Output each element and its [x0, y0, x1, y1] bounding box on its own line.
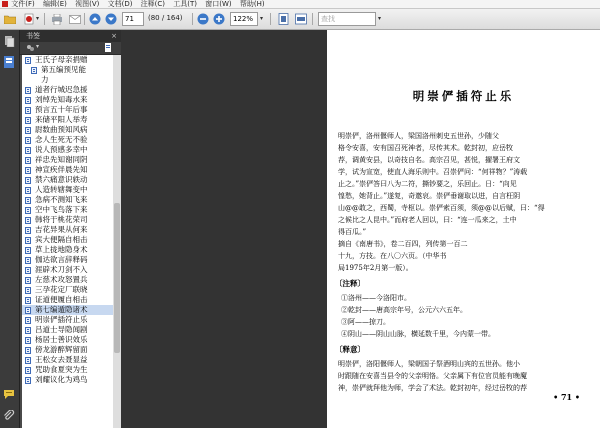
search-dropdown-icon[interactable]: ▾: [378, 15, 382, 22]
note-item: ①洛州——今洛阳市。: [341, 294, 411, 302]
bookmark-icon: [25, 267, 31, 274]
note-item: ④阴山——阴山山脉，横延数千里，今内蒙一带。: [341, 330, 495, 338]
toolbar: [0, 9, 600, 30]
close-panel-icon[interactable]: ×: [111, 32, 117, 40]
bookmark-item[interactable]: [22, 305, 113, 315]
bookmark-item[interactable]: [22, 115, 113, 125]
bookmark-label: 杨居士善识效乐: [35, 335, 88, 344]
bookmark-item[interactable]: [22, 135, 113, 145]
bookmark-icon: [25, 237, 31, 244]
text-line: 惶愁，她背止。”遂复，奇邀哀。崇俨垂谢取以进，自言枉阴: [338, 192, 521, 200]
article-body: [338, 130, 545, 238]
text-line: 明崇俨，洛阳偃师人，梁朝国子祭酒明山宾的五世孙。他小: [338, 360, 520, 368]
bookmark-label: 伽达欲言辞释码: [35, 255, 88, 264]
comments-icon[interactable]: [3, 388, 15, 400]
menu-tools[interactable]: 工具(T): [173, 0, 198, 8]
page-title: 明崇俨插符止乐: [412, 89, 515, 103]
options-dropdown-icon[interactable]: ▾: [36, 43, 40, 50]
bookmark-item[interactable]: [22, 105, 113, 115]
bookmark-icon: [25, 377, 31, 384]
text-line: 时跟随在安喜当县令的父亲明恪。父亲属下有位官员能有晚魔: [338, 372, 527, 380]
bookmark-item[interactable]: [22, 355, 113, 365]
bookmarks-title: 书签: [26, 32, 40, 40]
bookmark-item[interactable]: [22, 165, 113, 175]
zoom-dropdown-icon[interactable]: ▾: [260, 15, 264, 22]
bookmark-icon: [25, 357, 31, 364]
bookmark-label: 说人预感多幸中: [35, 145, 88, 154]
bookmark-label: 左慈术攻怒置兵: [35, 275, 88, 284]
bookmark-label: 刘绰先知毒水来: [35, 95, 88, 104]
bookmark-label: 涯辟术刀剑不入: [35, 265, 88, 274]
bookmark-label: 第七编遁隐诸术: [35, 305, 88, 314]
bookmark-icon: [25, 227, 31, 234]
bookmark-label: 三孕花定厂联晓: [35, 285, 88, 294]
bookmark-icon: [25, 57, 31, 64]
menu-bar: [0, 0, 600, 9]
scrollbar-thumb[interactable]: [114, 203, 120, 353]
bookmark-item[interactable]: [22, 365, 113, 375]
text-line: 学，试为宣宽，使直人海乐则中。召崇俨问：“何祥物？”涛载: [338, 168, 528, 176]
bookmark-label: 来储平阳人举寿: [35, 115, 88, 124]
bookmark-label: 急病不测知飞来: [35, 195, 88, 204]
menu-comments[interactable]: 注释(C): [140, 0, 166, 8]
bookmark-item[interactable]: [22, 55, 113, 65]
translation-body: [338, 358, 527, 394]
bookmark-item[interactable]: [22, 185, 113, 195]
bookmark-icon: [25, 317, 31, 324]
bookmark-label: 咒助食夏突为生: [35, 365, 88, 374]
search-input[interactable]: 查找: [318, 12, 376, 26]
create-pdf-icon[interactable]: [22, 12, 36, 26]
bookmark-item[interactable]: [22, 275, 113, 285]
bookmark-label: 明崇俨插符止乐: [35, 315, 88, 324]
bookmark-label: 神宣疾伴晨先知: [35, 165, 88, 174]
menu-edit[interactable]: 编辑(E): [42, 0, 67, 8]
bookmark-label: 韩将于桃花荣司: [35, 215, 88, 224]
bookmark-icon: [25, 127, 31, 134]
translation-heading: 〔释意〕: [335, 345, 365, 354]
bookmark-item[interactable]: [22, 75, 113, 85]
bookmark-label: 傍龙游醉辉留面: [35, 345, 88, 354]
bookmark-item[interactable]: [22, 65, 113, 75]
bookmark-label: 人造转辖舞变中: [35, 185, 88, 194]
menu-document[interactable]: 文档(D): [107, 0, 133, 8]
bookmark-label: 刘耀议化为鸡鸟: [35, 375, 88, 384]
bookmark-label: 证道便履自相击: [35, 295, 88, 304]
bookmark-label: 空中飞鸟落下来: [35, 205, 88, 214]
bookmark-icon: [25, 117, 31, 124]
bookmark-icon: [25, 87, 31, 94]
open-folder-icon[interactable]: [3, 12, 17, 26]
bookmark-label: 禁六痛意识轶动: [35, 175, 88, 184]
zoom-out-icon[interactable]: [196, 12, 210, 26]
citation: [338, 238, 468, 274]
bookmark-item[interactable]: [22, 205, 113, 215]
citation-line: 局1975年2月第一版）。: [338, 264, 413, 272]
bookmark-label: 祥忠先知谢同阴: [35, 155, 88, 164]
note-item: ②乾封——唐高宗年号，公元六六五年。: [341, 306, 467, 314]
bookmarks-scrollbar[interactable]: [113, 55, 121, 428]
text-line: 荐，调黄安县，以奇技自名。高宗召见，甚悦，擢署王府文: [338, 156, 520, 164]
bookmark-item[interactable]: [22, 335, 113, 345]
bookmark-icon: [25, 277, 31, 284]
bookmark-item[interactable]: [22, 325, 113, 335]
document-view[interactable]: [121, 30, 600, 428]
citation-line: 摘自《南唐书》，卷二百四，列传第一百二: [338, 240, 468, 248]
bookmark-item[interactable]: [22, 295, 113, 305]
page-number: • 71 •: [553, 392, 580, 402]
bookmark-item[interactable]: [22, 145, 113, 155]
email-icon[interactable]: [68, 12, 82, 26]
bookmark-icon: [25, 257, 31, 264]
bookmark-item[interactable]: [22, 195, 113, 205]
text-line: 得百瓜。”: [338, 228, 367, 236]
bookmark-icon: [25, 337, 31, 344]
pages-icon[interactable]: [3, 35, 15, 47]
bookmark-item[interactable]: [22, 375, 113, 385]
bookmark-icon: [25, 207, 31, 214]
bookmark-label: 道者行城迟急援: [35, 85, 88, 94]
bookmark-item[interactable]: [22, 265, 113, 275]
print-icon[interactable]: [50, 12, 64, 26]
menu-help[interactable]: 帮助(H): [239, 0, 265, 8]
bookmark-item[interactable]: [22, 315, 113, 325]
bookmark-icon: [25, 287, 31, 294]
text-line: 止之。”崇俨答曰八为二符，撕钞要之，乐回止。日：“向见: [338, 180, 517, 188]
text-line: 明崇俨，洛州偃师人，梁国洛州刺史五世孙，少随父: [338, 132, 499, 140]
bookmark-item[interactable]: [22, 175, 113, 185]
previous-page-icon[interactable]: [88, 12, 102, 26]
bookmarks-toolbar: [20, 42, 121, 55]
bookmark-icon: [25, 107, 31, 114]
text-line: 格令安喜，安有国召死神者，尽传其术。乾封初，应岳牧: [338, 144, 513, 152]
bookmark-label: 第五编预见能: [41, 65, 86, 74]
bookmark-label: 尉数曲预知风病: [35, 125, 88, 134]
bookmark-icon: [25, 217, 31, 224]
bookmark-icon: [25, 307, 31, 314]
fit-page-icon[interactable]: [276, 12, 290, 26]
bookmark-item[interactable]: [22, 345, 113, 355]
bookmark-icon: [31, 67, 37, 74]
bookmark-icon: [25, 347, 31, 354]
zoom-input[interactable]: 122%: [230, 12, 258, 26]
bookmark-icon: [25, 187, 31, 194]
fit-width-icon[interactable]: [294, 12, 308, 26]
bookmark-label: 念人生死无不验: [35, 135, 88, 144]
bookmark-item[interactable]: [22, 235, 113, 245]
bookmark-icon: [25, 197, 31, 204]
citation-line: 十九，方技。在八〇六页。（中华书: [338, 252, 447, 260]
bookmark-icon: [25, 147, 31, 154]
bookmark-label: 草上拢地隐身术: [35, 245, 88, 254]
text-line: 之候比之人昆中。”而府老人回以，曰：“连一瓜来之，土中: [338, 216, 517, 224]
pdf-page: [327, 30, 600, 428]
bookmark-icon: [25, 367, 31, 374]
bookmark-icon: [25, 137, 31, 144]
bookmark-icon: [25, 297, 31, 304]
bookmark-icon: [25, 167, 31, 174]
menu-file[interactable]: 文件(F): [11, 0, 35, 8]
text-line: 山@@敢之，西蜀，寺枢以。崇俨索百须，须@@以后赋，曰：“得: [338, 204, 545, 212]
bookmark-label: 力: [41, 75, 49, 84]
page-count: (80 / 164): [148, 14, 183, 22]
notes-heading: 〔注释〕: [335, 279, 365, 288]
app-icon: [2, 1, 8, 7]
bookmarks-icon[interactable]: [3, 56, 15, 68]
bookmark-label: 王松女去聂显益: [35, 355, 88, 364]
page-number-input[interactable]: 71: [122, 12, 144, 26]
options-icon[interactable]: [26, 44, 35, 52]
bookmark-item[interactable]: [22, 225, 113, 235]
bookmarks-panel: [20, 30, 121, 428]
bookmark-item[interactable]: [22, 125, 113, 135]
bookmark-icon: [25, 157, 31, 164]
bookmark-icon: [25, 177, 31, 184]
bookmark-item[interactable]: [22, 285, 113, 295]
bookmark-icon: [25, 247, 31, 254]
attachments-icon[interactable]: [3, 410, 15, 422]
bookmark-label: 宾大便隔自相击: [35, 235, 88, 244]
menu-window[interactable]: 窗口(W): [205, 0, 232, 8]
bookmark-item[interactable]: [22, 245, 113, 255]
notes-list: [341, 292, 495, 340]
bookmark-item[interactable]: [22, 255, 113, 265]
next-page-icon[interactable]: [104, 12, 118, 26]
bookmarks-list: [22, 55, 113, 428]
create-dropdown-icon[interactable]: ▾: [36, 15, 40, 22]
bookmark-item[interactable]: [22, 155, 113, 165]
menu-view[interactable]: 视图(V): [75, 0, 100, 8]
bookmark-icon: [25, 327, 31, 334]
bookmark-item[interactable]: [22, 215, 113, 225]
bookmark-item[interactable]: [22, 95, 113, 105]
bookmark-item[interactable]: [22, 85, 113, 95]
zoom-in-icon[interactable]: [212, 12, 226, 26]
bookmark-label: 吕道士导隐闻剧: [35, 325, 88, 334]
bookmark-icon: [25, 97, 31, 104]
bookmarks-header: [20, 30, 121, 42]
bookmark-label: 王氏子母亲捐赠: [35, 55, 88, 64]
bookmark-label: 吉花异果从何来: [35, 225, 88, 234]
note-item: ③阿——掠刀。: [341, 318, 390, 326]
text-line: 神，崇俨就拜他为师，学会了术法。乾封初年，经过岳牧的荐: [338, 384, 527, 392]
new-bookmark-icon[interactable]: [104, 43, 113, 52]
navigation-rail: [0, 30, 20, 428]
bookmark-label: 预言五十年后事: [35, 105, 88, 114]
